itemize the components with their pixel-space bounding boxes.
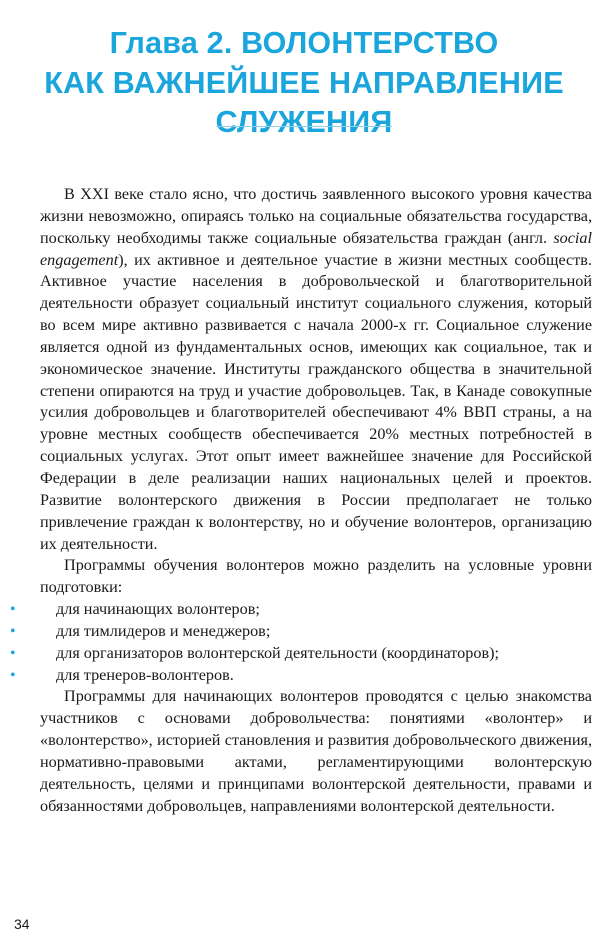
paragraph-training-levels: Программы обучения волонтеров можно разделить на условные уровни подготовки: xyxy=(40,556,592,597)
title-underline-divider xyxy=(216,126,392,127)
bullet-icon: • xyxy=(10,622,16,640)
bullet-icon: • xyxy=(10,666,16,684)
list-item-text: для начинающих волонтеров; xyxy=(56,600,260,619)
page-number: 34 xyxy=(14,916,30,932)
bullet-icon: • xyxy=(10,644,16,662)
chapter-title-line-2: КАК ВАЖНЕЙШЕЕ НАПРАВЛЕНИЕ xyxy=(44,65,564,100)
list-item-text: для тренеров-волонтеров. xyxy=(56,665,234,684)
list-item xyxy=(10,665,592,687)
paragraph-intro xyxy=(40,184,592,555)
list-item xyxy=(10,643,592,665)
chapter-title-line-3: СЛУЖЕНИЯ xyxy=(215,105,393,140)
bullet-icon: • xyxy=(10,601,16,619)
body-text xyxy=(10,184,592,817)
list-item-text: для организаторов волонтерской деятельности (координаторов); xyxy=(56,643,499,662)
list-item xyxy=(10,599,592,621)
paragraph-beginner-programs: Программы для начинающих волонтеров проводятся с целью знакомства участников с основами добровольчества: понятиями «волонтер» и «волонтерство», историей становления и развития добровольческого движения, нормативно-правовыми актами, регламентирующими волонтерскую деятельность, целями и принципами волонтерской деятельности, правами и обязанностями добровольцев, направлениями волонтерской деятельности. xyxy=(40,687,592,815)
chapter-title-line-1: Глава 2. ВОЛОНТЕРСТВО xyxy=(109,26,499,61)
paragraph-intro-term: social engagement xyxy=(40,228,592,269)
paragraph-intro-text-2: ), их активное и деятельное участие в жизни местных сообществ. Активное участие населения в добровольческой и благотворительной деятельности образует социальный институт социального служения, который во всем мире активно развивается с начала 2000-х гг. Социальное служение является одной из фундаментальных основ, имеющих как социальное, так и экономическое значение. Институты гражданского общества в значительной степени опираются на труд и участие добровольцев. Так, в Канаде совокупные усилия добровольцев и благотворителей обеспечивают 4% ВВП страны, а на уровне местных сообществ обеспечивается 20% местных потребностей в социальных услугах. Этот опыт имеет важнейшее значение для Российской Федерации в деле реализации наших национальных целей и проектов. Развитие волонтерского движения в России предполагает не только привлечение граждан к волонтерству, но и обучение волонтеров, организацию их деятельности. xyxy=(40,250,592,553)
list-item xyxy=(10,621,592,643)
training-levels-list xyxy=(10,599,592,686)
paragraph-intro-text-1: В XXI веке стало ясно, что достичь заявленного высокого уровня качества жизни невозможно, опираясь только на социальные обязательства государства, поскольку необходимы также социальные обязательства граждан (англ. xyxy=(40,185,592,247)
list-item-text: для тимлидеров и менеджеров; xyxy=(56,621,271,640)
